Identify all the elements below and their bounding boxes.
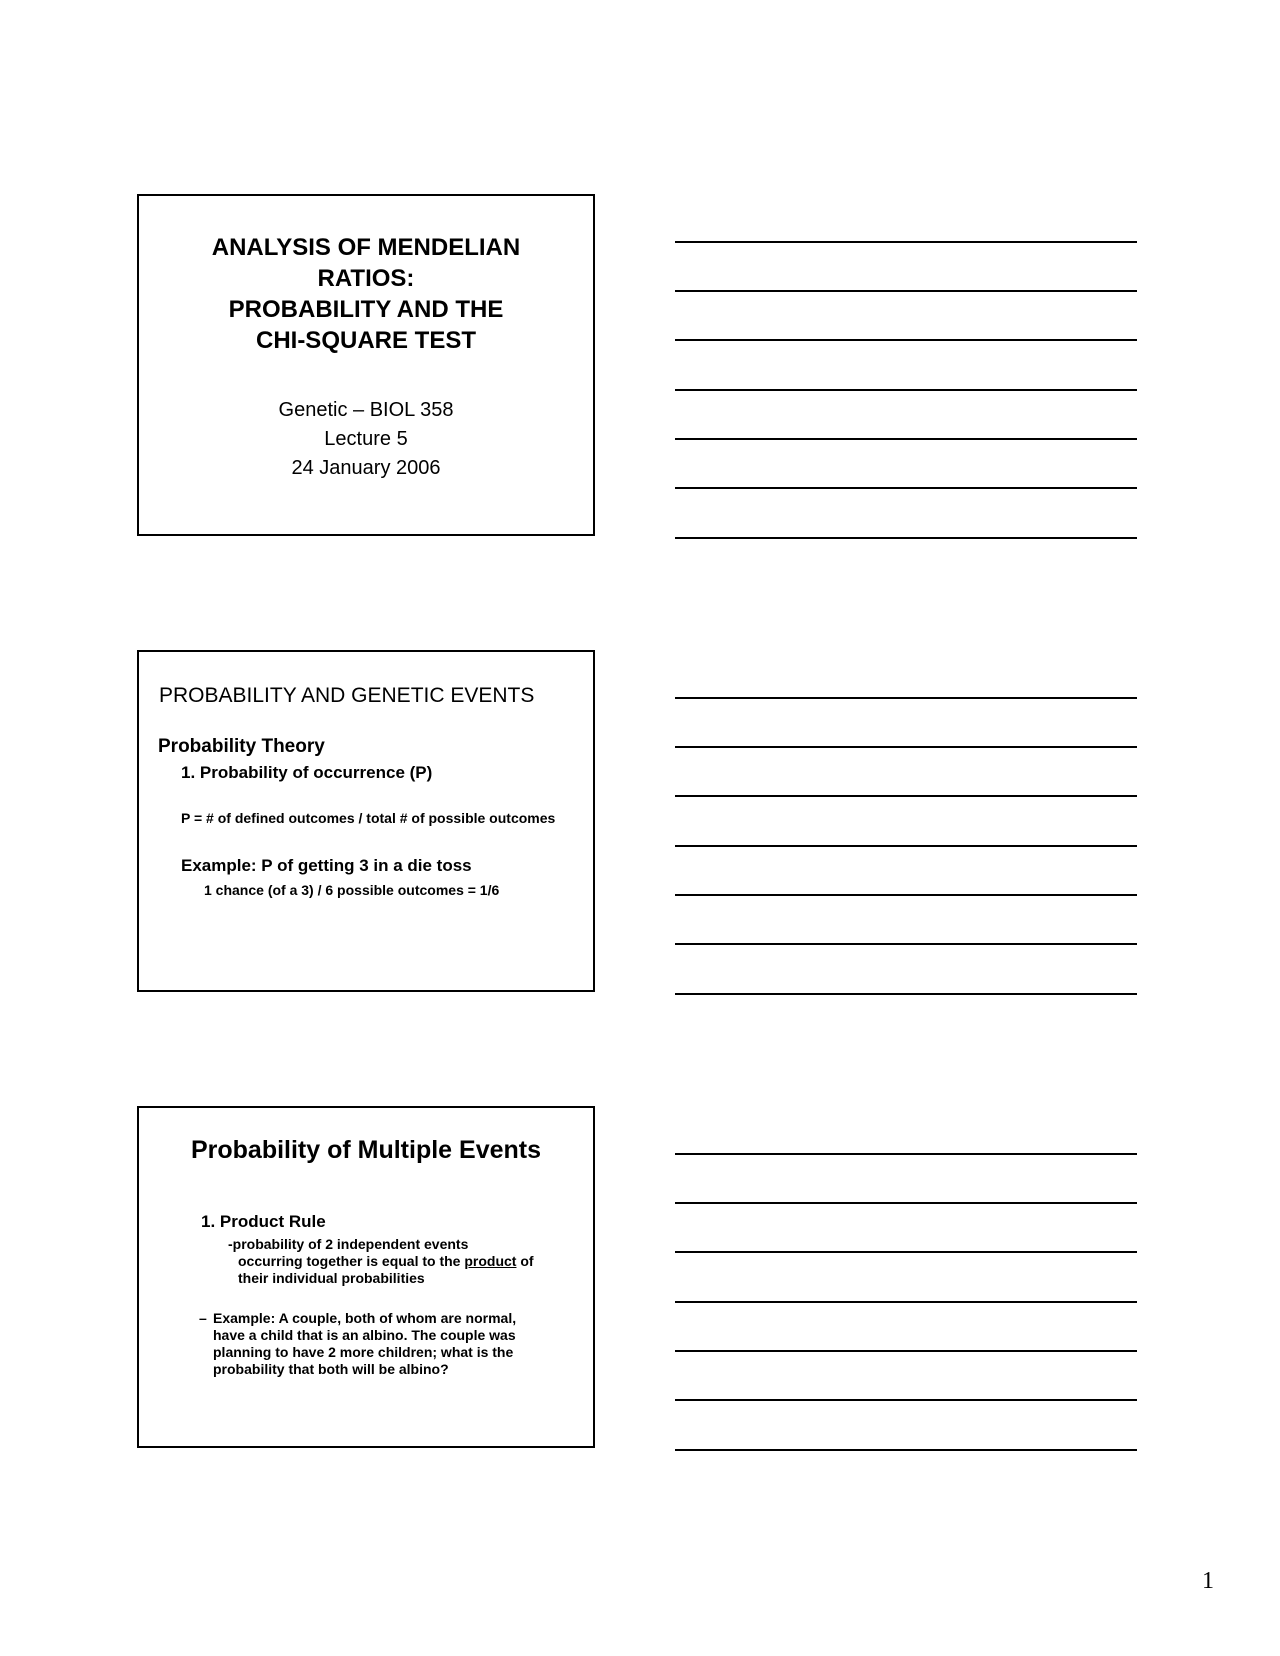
product-rule-title: 1. Product Rule — [201, 1212, 326, 1231]
note-line — [675, 697, 1137, 699]
example-line: planning to have 2 more children; what is the — [213, 1344, 514, 1360]
example-heading: Example: P of getting 3 in a die toss — [181, 856, 472, 875]
title-line: PROBABILITY AND THE — [228, 296, 504, 323]
note-line — [675, 1301, 1137, 1303]
example-line: Example: A couple, both of whom are normal, — [213, 1310, 517, 1326]
section-title: Probability Theory — [158, 736, 325, 757]
slide-3 — [137, 1106, 595, 1448]
point-probability-of-occurrence: 1. Probability of occurrence (P) — [181, 763, 433, 782]
page-number: 1 — [1202, 1568, 1214, 1594]
lecture-number: Lecture 5 — [324, 428, 408, 450]
note-line — [675, 1350, 1137, 1352]
title-line: ANALYSIS OF MENDELIAN — [211, 234, 521, 261]
title-line: CHI-SQUARE TEST — [255, 327, 476, 354]
note-line — [675, 537, 1137, 539]
note-line — [675, 1399, 1137, 1401]
note-line — [675, 845, 1137, 847]
example-line: probability that both will be albino? — [213, 1361, 449, 1377]
note-line — [675, 487, 1137, 489]
course-name: Genetic – BIOL 358 — [278, 399, 454, 421]
note-line — [675, 1251, 1137, 1253]
lecture-date: 24 January 2006 — [291, 457, 441, 479]
example-line: have a child that is an albino. The couple was — [213, 1327, 516, 1343]
note-line — [675, 290, 1137, 292]
product-rule-description — [228, 1236, 578, 1287]
slide-3-heading: Probability of Multiple Events — [190, 1136, 542, 1164]
rule-desc-line: -probability of 2 independent events — [228, 1236, 469, 1252]
note-line — [675, 795, 1137, 797]
slide-2 — [137, 650, 595, 992]
slide-1 — [137, 194, 595, 536]
note-line — [675, 1449, 1137, 1451]
note-line — [675, 438, 1137, 440]
title-line: RATIOS: — [317, 265, 415, 292]
note-line — [675, 894, 1137, 896]
slide-1-title — [139, 232, 593, 356]
albino-example — [199, 1310, 559, 1378]
bullet-dash: – — [199, 1310, 207, 1326]
underlined-product: product — [464, 1253, 517, 1269]
slide-1-subtitle — [139, 396, 593, 483]
rule-desc-text: of — [520, 1253, 534, 1269]
example-detail: 1 chance (of a 3) / 6 possible outcomes = 1/6 — [204, 882, 500, 898]
rule-desc-line — [238, 1253, 534, 1269]
note-line — [675, 241, 1137, 243]
probability-formula: P = # of defined outcomes / total # of possible outcomes — [181, 810, 556, 826]
note-line — [675, 993, 1137, 995]
slide-2-heading: PROBABILITY AND GENETIC EVENTS — [159, 684, 535, 707]
note-line — [675, 1202, 1137, 1204]
note-line — [675, 389, 1137, 391]
note-line — [675, 943, 1137, 945]
rule-desc-text: occurring together is equal to the — [238, 1253, 461, 1269]
note-line — [675, 746, 1137, 748]
note-line — [675, 339, 1137, 341]
rule-desc-line: their individual probabilities — [238, 1270, 425, 1286]
note-line — [675, 1153, 1137, 1155]
